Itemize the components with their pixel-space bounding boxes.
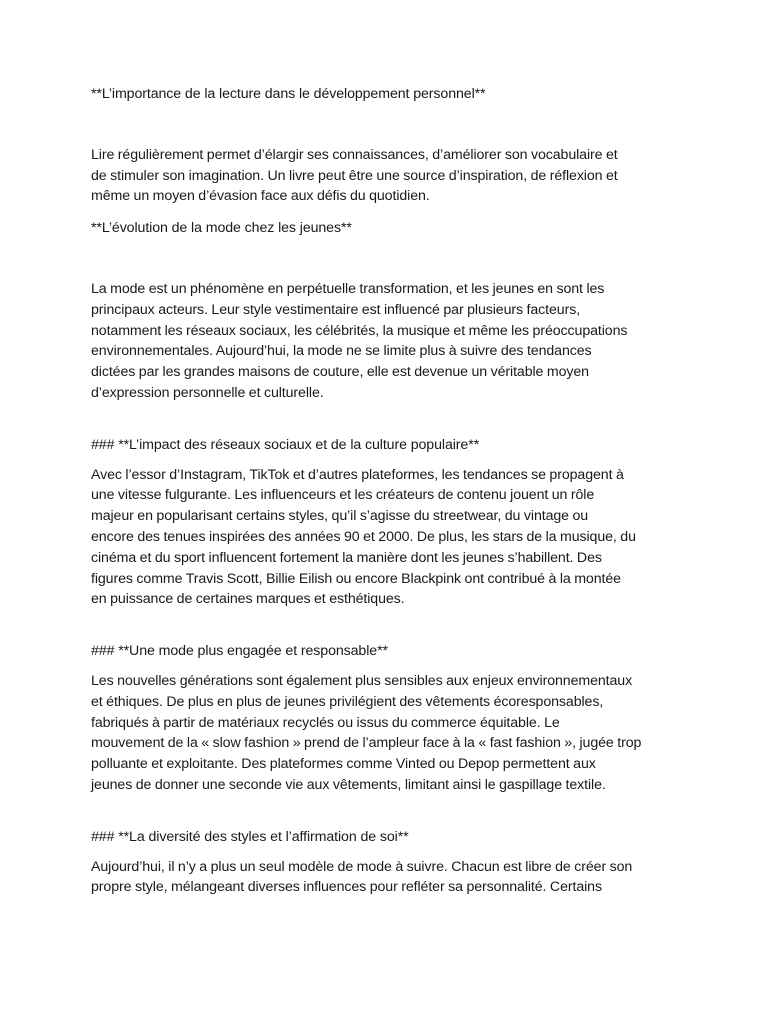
text-line: Les nouvelles générations sont également plus sensibles aux enjeux environnementaux: [91, 672, 633, 689]
text-line: La mode est un phénomène en perpétuelle transformation, et les jeunes en sont les: [91, 280, 605, 297]
text-line: Lire régulièrement permet d’élargir ses connaissances, d’améliorer son vocabulaire et: [91, 146, 618, 163]
text-line: majeur en popularisant certains styles, qu’il s’agisse du streetwear, du vintage ou: [91, 508, 589, 525]
text-line: principaux acteurs. Leur style vestimentaire est influencé par plusieurs facteurs,: [91, 301, 581, 318]
text-line: polluante et exploitante. Des plateformes comme Vinted ou Depop permettent aux: [91, 756, 596, 773]
document-page: [91, 84, 681, 898]
paragraph-style-diversity: [91, 857, 681, 899]
text-line: figures comme Travis Scott, Billie Eilish ou encore Blackpink ont contribué à la montée: [91, 570, 621, 587]
paragraph-fashion-intro: [91, 279, 681, 404]
text-line: notamment les réseaux sociaux, les célébrités, la musique et même les préoccupations: [91, 322, 628, 339]
section-title-reading: **L’importance de la lecture dans le développement personnel**: [91, 86, 486, 102]
text-line: jeunes de donner une seconde vie aux vêtements, limitant ainsi le gaspillage textile.: [91, 776, 606, 793]
text-line: Avec l’essor d’Instagram, TikTok et d’autres plateformes, les tendances se propagent à: [91, 466, 624, 483]
paragraph-reading: [91, 145, 681, 207]
text-line: fabriqués à partir de matériaux recyclés ou issus du commerce équitable. Le: [91, 714, 560, 731]
text-line: propre style, mélangeant diverses influences pour refléter sa personnalité. Certains: [91, 879, 602, 896]
text-line: Aujourd’hui, il n’y a plus un seul modèle de mode à suivre. Chacun est libre de créer son: [91, 858, 633, 875]
subheading-social-media: ### **L’impact des réseaux sociaux et de la culture populaire**: [91, 436, 480, 453]
subheading-responsible-fashion: ### **Une mode plus engagée et responsable**: [91, 643, 388, 660]
paragraph-social-media: [91, 465, 681, 611]
text-line: dictées par les grandes maisons de couture, elle est devenue un véritable moyen: [91, 364, 589, 381]
paragraph-responsible-fashion: [91, 671, 681, 796]
text-line: mouvement de la « slow fashion » prend de l’ampleur face à la « fast fashion », jugée trop: [91, 735, 642, 752]
section-title-fashion: **L’évolution de la mode chez les jeunes**: [91, 220, 352, 237]
text-line: en puissance de certaines marques et esthétiques.: [91, 591, 405, 608]
text-line: et éthiques. De plus en plus de jeunes privilégient des vêtements écoresponsables,: [91, 693, 604, 710]
text-line: environnementales. Aujourd’hui, la mode ne se limite plus à suivre des tendances: [91, 343, 592, 360]
text-line: encore des tenues inspirées des années 90 et 2000. De plus, les stars de la musique, du: [91, 528, 636, 545]
subheading-style-diversity: ### **La diversité des styles et l’affirmation de soi**: [91, 828, 409, 845]
text-line: une vitesse fulgurante. Les influenceurs et les créateurs de contenu jouent un rôle: [91, 487, 595, 504]
text-line: cinéma et du sport influencent fortement la manière dont les jeunes s’habillent. Des: [91, 549, 602, 566]
text-line: de stimuler son imagination. Un livre peut être une source d’inspiration, de réflexion et: [91, 167, 618, 184]
text-line: même un moyen d’évasion face aux défis du quotidien.: [91, 188, 430, 205]
text-line: d’expression personnelle et culturelle.: [91, 384, 324, 401]
